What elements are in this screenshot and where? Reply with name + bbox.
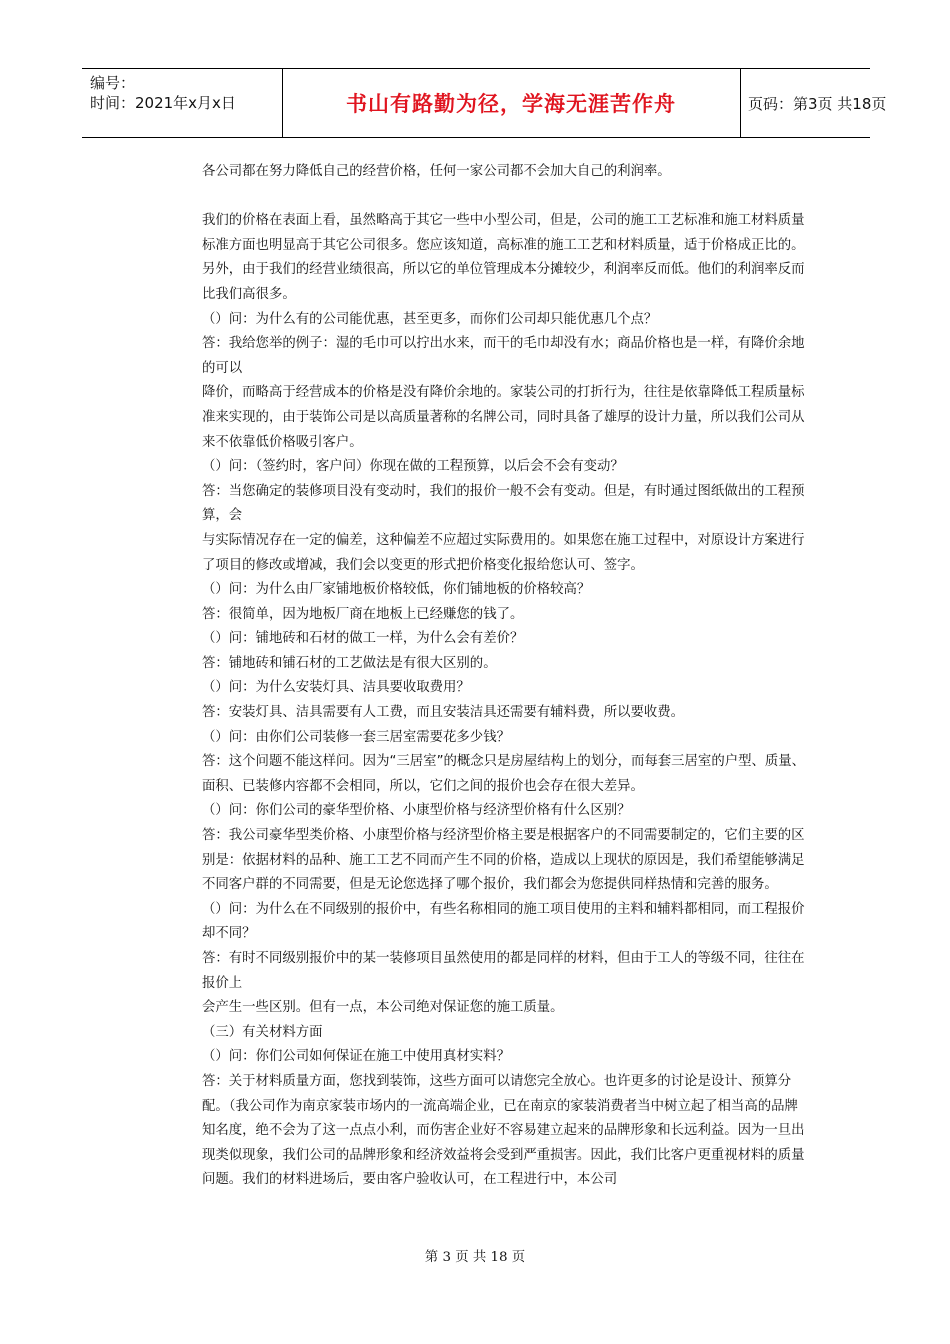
paragraph: 答：我给您举的例子：湿的毛巾可以拧出水来，而干的毛巾却没有水；商品价格也是一样，有降价余地的可以 xyxy=(202,336,805,376)
paragraph: （）问：由你们公司装修一套三居室需要花多少钱？ xyxy=(202,729,510,745)
paragraph: 我们的价格在表面上看，虽然略高于其它一些中小型公司，但是，公司的施工工艺标准和施工材料质量标准方面也明显高于其它公司很多。您应该知道，高标准的施工工艺和材料质量，适于价格成正比的。另外，由于我们的经营业绩很高，所以它的单位管理成本分摊较少，利润率反而低。他们的利润率反而比我们高很多。 xyxy=(202,213,805,302)
paragraph: （）问：（签约时，客户问）你现在做的工程预算，以后会不会有变动？ xyxy=(202,459,624,475)
paragraph: 降价，而略高于经营成本的价格是没有降价余地的。家装公司的打折行为，往往是依靠降低工程质量标准来实现的，由于装饰公司是以高质量著称的名牌公司，同时具备了雄厚的设计力量，所以我们公司从来不依靠低价格吸引客户。 xyxy=(202,385,805,450)
paragraph: 答：很简单，因为地板厂商在地板上已经赚您的钱了。 xyxy=(202,606,524,622)
paragraph: （三）有关材料方面 xyxy=(202,1024,323,1040)
paragraph: 答：安装灯具、洁具需要有人工费，而且安装洁具还需要有辅料费，所以要收费。 xyxy=(202,705,685,721)
page-header xyxy=(82,68,887,138)
paragraph: 各公司都在努力降低自己的经营价格，任何一家公司都不会加大自己的利润率。 xyxy=(202,164,671,179)
paragraph: （）问：为什么在不同级别的报价中，有些名称相同的施工项目使用的主料和辅料都相同，而工程报价却不同？ xyxy=(202,901,805,942)
header-page-info: 页码：第3页 共18页 xyxy=(748,94,887,113)
page-footer: 第 3 页 共 18 页 xyxy=(424,1250,526,1265)
paragraph-spacer xyxy=(202,185,806,210)
header-info-cell xyxy=(82,69,283,137)
document-body xyxy=(202,160,806,1193)
header-motto-cell xyxy=(282,69,741,137)
paragraph: 答：有时不同级别报价中的某一装修项目虽然使用的都是同样的材料，但由于工人的等级不同，往往在报价上 xyxy=(202,951,805,991)
paragraph: 会产生一些区别。但有一点，本公司绝对保证您的施工质量。 xyxy=(202,1000,564,1016)
paragraph: （）问：为什么由厂家铺地板价格较低，你们铺地板的价格较高？ xyxy=(202,582,591,598)
paragraph: （）问：铺地砖和石材的做工一样，为什么会有差价？ xyxy=(202,631,524,647)
paragraph: （）问：为什么有的公司能优惠，甚至更多，而你们公司却只能优惠几个点？ xyxy=(202,311,658,327)
paragraph: 答：铺地砖和铺石材的工艺做法是有很大区别的。 xyxy=(202,655,497,671)
paragraph: 答：我公司豪华型类价格、小康型价格与经济型价格主要是根据客户的不同需要制定的，它们主要的区别是：依据材料的品种、施工工艺不同而产生不同的价格，造成以上现状的原因是，我们希望能够满足不同客户群的不同需要，但是无论您选择了哪个报价，我们都会为您提供同样热情和完善的服务。 xyxy=(202,828,805,893)
header-page-cell xyxy=(740,69,887,137)
paragraph: （）问：你们公司如何保证在施工中使用真材实料？ xyxy=(202,1049,510,1065)
paragraph: 答：这个问题不能这样问。因为“三居室”的概念只是房屋结构上的划分，而每套三居室的户型、质量、面积、已装修内容都不会相同，所以，它们之间的报价也会存在很大差异。 xyxy=(202,754,806,794)
document-number-label: 编号： xyxy=(90,74,136,92)
document-date: 时间：2021年x月x日 xyxy=(90,94,236,112)
paragraph: （）问：你们公司的豪华型价格、小康型价格与经济型价格有什么区别？ xyxy=(202,803,631,819)
paragraph: 答：关于材料质量方面，您找到装饰，这些方面可以请您完全放心。也许更多的讨论是设计、预算分配。（我公司作为南京家装市场内的一流高端企业，已在南京的家装消费者当中树立起了相当高的品牌知名度，绝不会为了这一点点小利，而伤害企业好不容易建立起来的品牌形象和长远利益。因为一旦出现类似现象，我们公司的品牌形象和经济效益将会受到严重损害。因此，我们比客户更重视材料的质量问题。我们的材料进场后，要由客户验收认可，在工程进行中，本公司 xyxy=(202,1073,805,1188)
paragraph: （）问：为什么安装灯具、洁具要收取费用？ xyxy=(202,680,470,696)
motto-text: 书山有路勤为径，学海无涯苦作舟 xyxy=(346,92,676,116)
paragraph: 答：当您确定的装修项目没有变动时，我们的报价一般不会有变动。但是，有时通过图纸做出的工程预算，会 xyxy=(202,483,805,524)
paragraph: 与实际情况存在一定的偏差，这种偏差不应超过实际费用的。如果您在施工过程中，对原设计方案进行了项目的修改或增减，我们会以变更的形式把价格变化报给您认可、签字。 xyxy=(202,532,805,573)
